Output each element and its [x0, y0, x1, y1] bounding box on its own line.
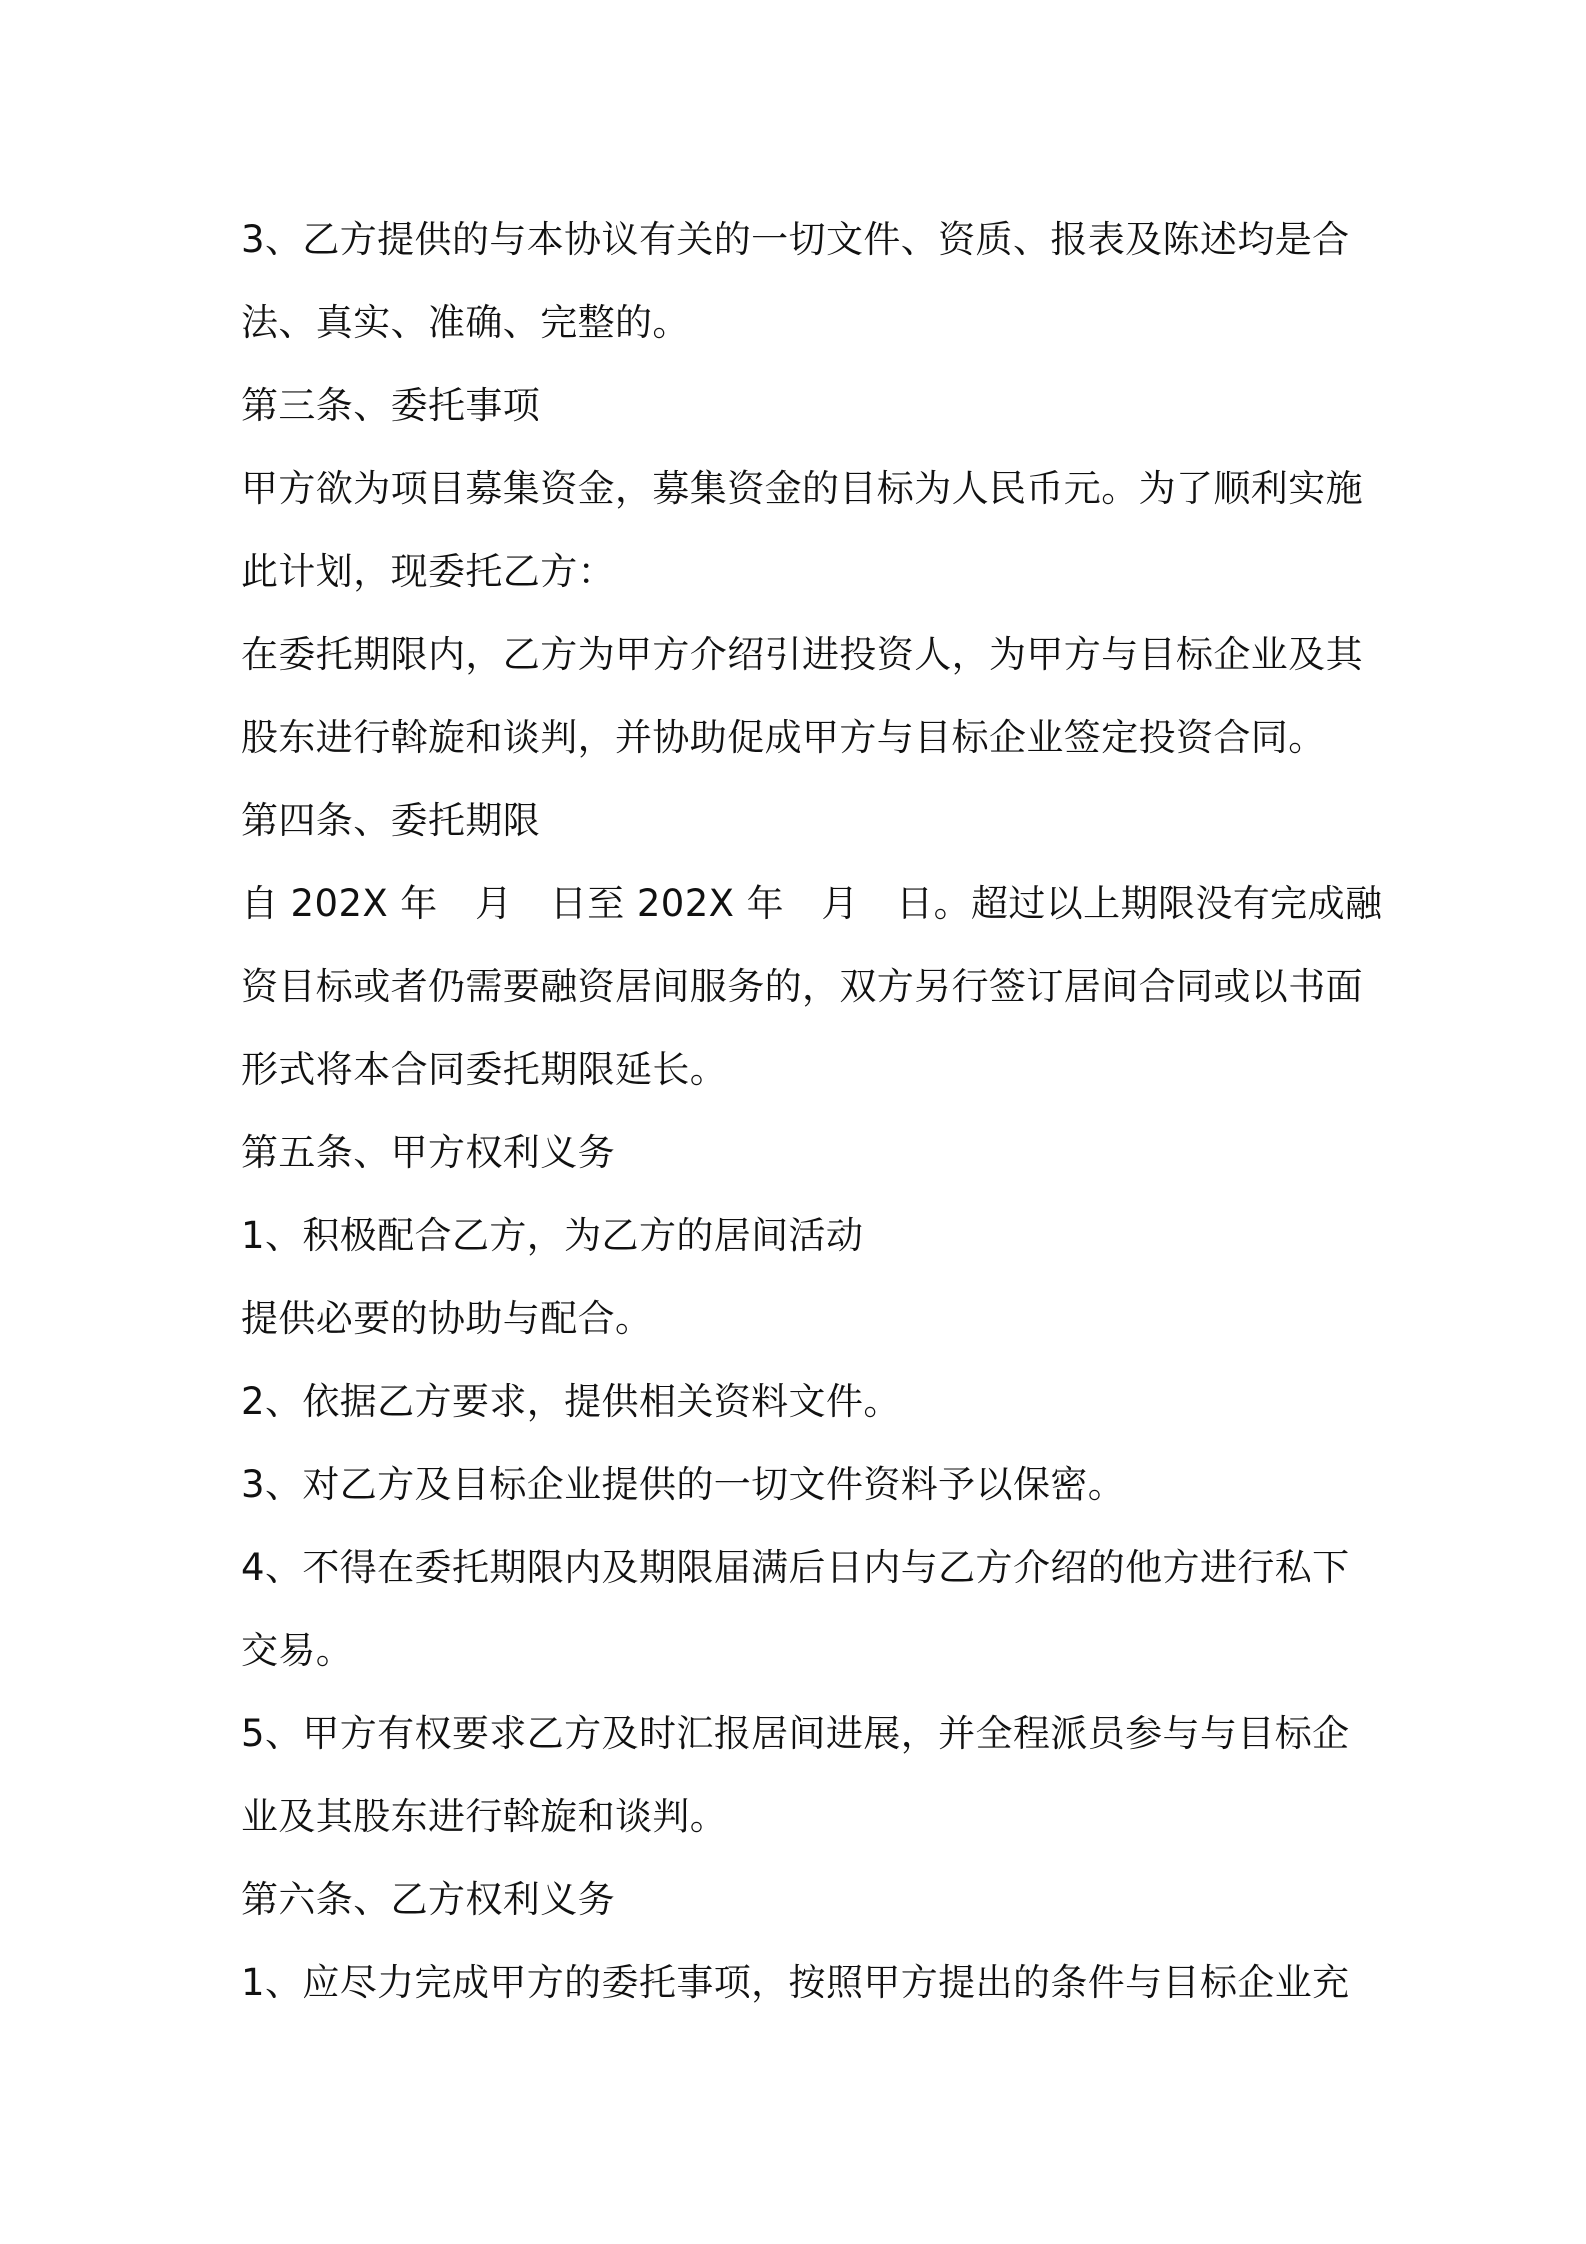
clause-4-text-line-1: 自 202X 年 月 日至 202X 年 月 日。超过以上期限没有完成融	[241, 882, 1383, 925]
clause-5-item-4-line-2: 交易。	[241, 1629, 354, 1672]
clause-3-text-line-3: 在委托期限内，乙方为甲方介绍引进投资人，为甲方与目标企业及其	[241, 633, 1363, 676]
clause-2-item-3-line-2: 法、真实、准确、完整的。	[241, 301, 690, 344]
clause-4-heading: 第四条、委托期限	[241, 799, 541, 842]
document-body	[241, 198, 1383, 2024]
clause-5-item-1-line-2: 提供必要的协助与配合。	[241, 1297, 653, 1340]
clause-5-item-5-line-2: 业及其股东进行斡旋和谈判。	[241, 1795, 728, 1838]
clause-3-text-line-4: 股东进行斡旋和谈判，并协助促成甲方与目标企业签定投资合同。	[241, 716, 1326, 759]
clause-5-item-2: 2、依据乙方要求，提供相关资料文件。	[241, 1380, 901, 1423]
clause-5-item-1-line-1: 1、积极配合乙方，为乙方的居间活动	[241, 1214, 864, 1257]
clause-6-item-1-line-1: 1、应尽力完成甲方的委托事项，按照甲方提出的条件与目标企业充	[241, 1961, 1350, 2004]
clause-5-item-4-line-1: 4、不得在委托期限内及期限届满后日内与乙方介绍的他方进行私下	[241, 1546, 1350, 1589]
clause-6-heading: 第六条、乙方权利义务	[241, 1878, 615, 1921]
clause-4-text-line-2: 资目标或者仍需要融资居间服务的，双方另行签订居间合同或以书面	[241, 965, 1363, 1008]
clause-3-heading: 第三条、委托事项	[241, 384, 541, 427]
clause-3-text-line-1: 甲方欲为项目募集资金，募集资金的目标为人民币元。为了顺利实施	[241, 467, 1363, 510]
clause-2-item-3-line-1: 3、乙方提供的与本协议有关的一切文件、资质、报表及陈述均是合	[241, 218, 1350, 261]
clause-5-item-3: 3、对乙方及目标企业提供的一切文件资料予以保密。	[241, 1463, 1126, 1506]
clause-5-item-5-line-1: 5、甲方有权要求乙方及时汇报居间进展，并全程派员参与与目标企	[241, 1712, 1350, 1755]
clause-5-heading: 第五条、甲方权利义务	[241, 1131, 615, 1174]
clause-3-text-line-2: 此计划，现委托乙方：	[241, 550, 615, 593]
clause-4-text-line-3: 形式将本合同委托期限延长。	[241, 1048, 728, 1091]
